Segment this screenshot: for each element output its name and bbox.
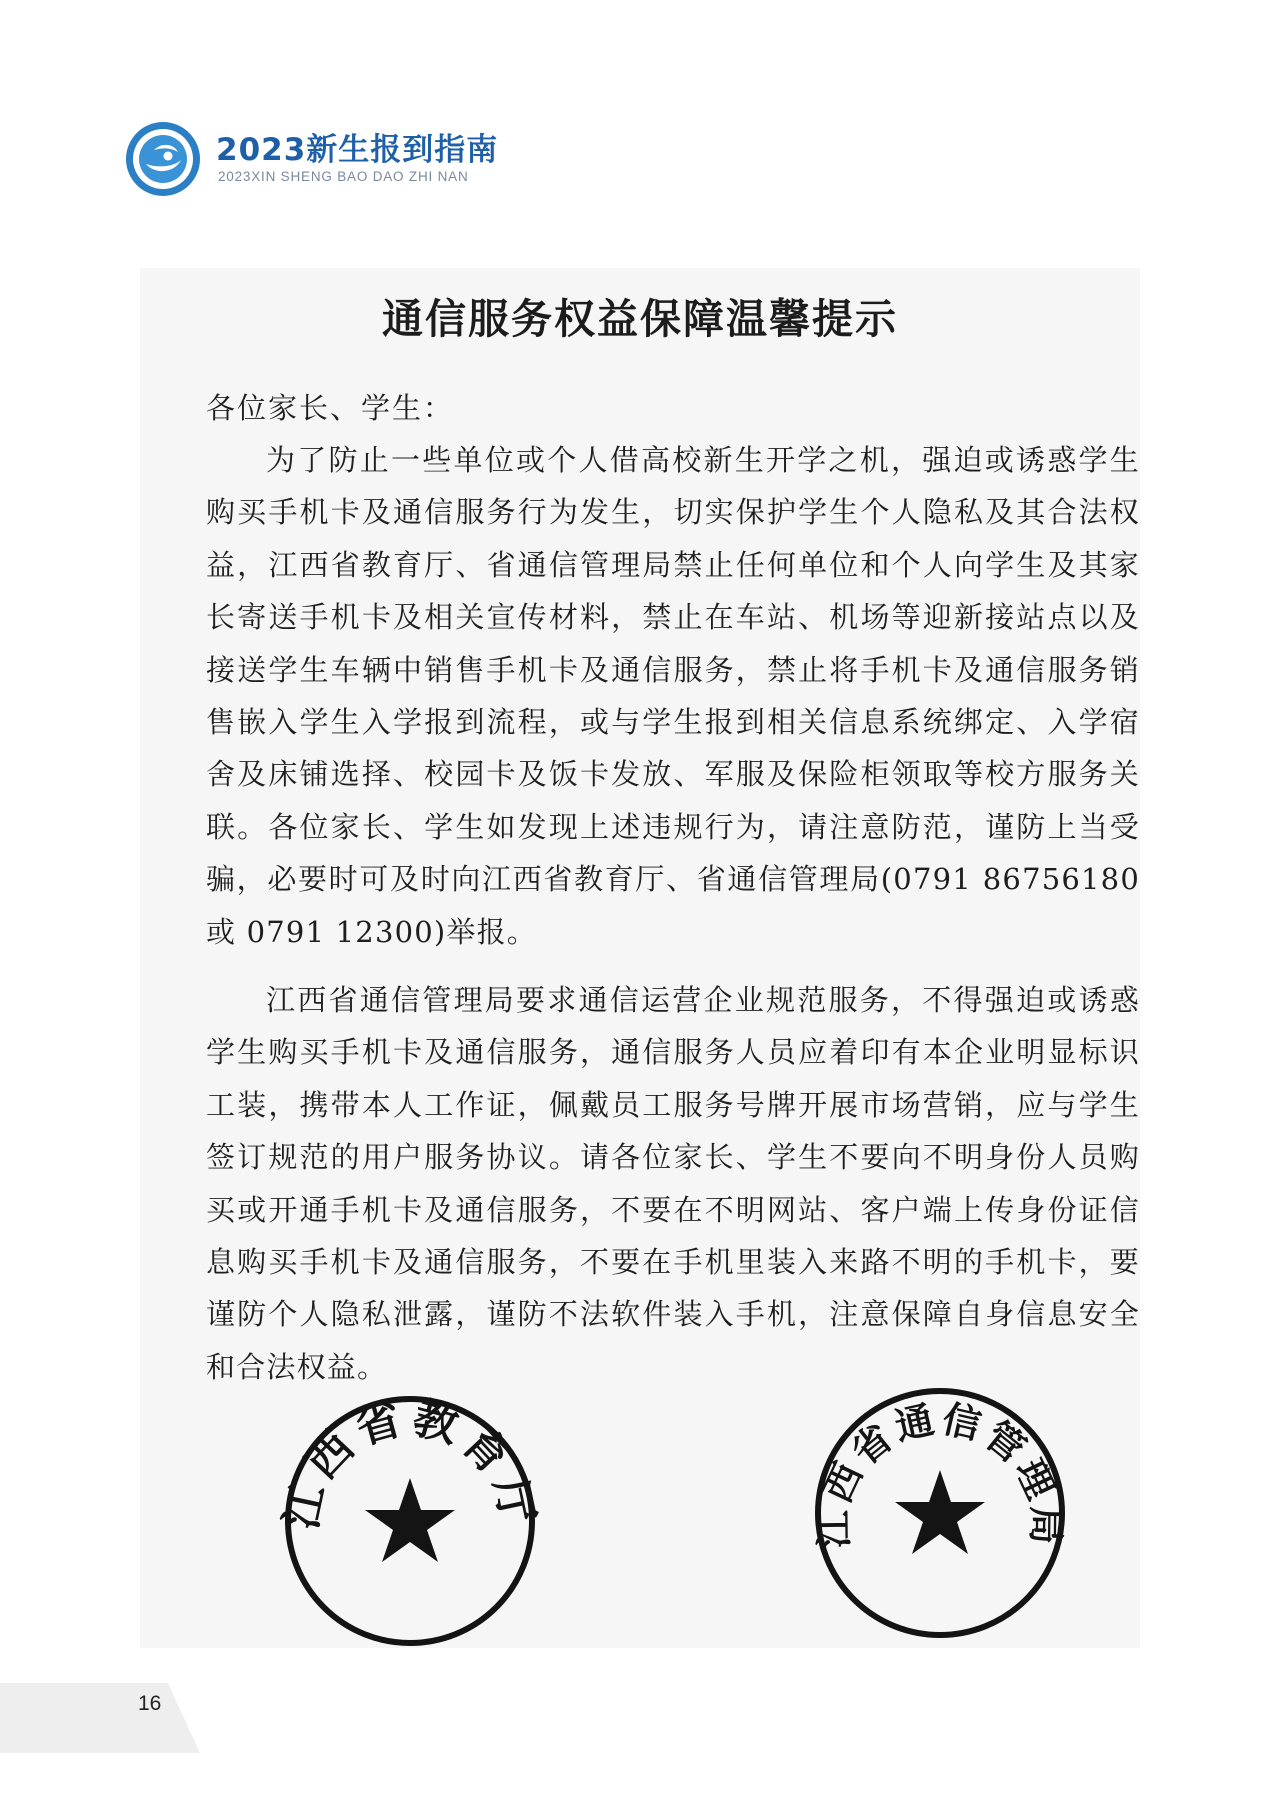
guide-title: 2023新生报到指南 — [216, 132, 499, 168]
page-number: 16 — [138, 1692, 162, 1715]
guide-header — [124, 118, 584, 198]
guide-subtitle: 2023XIN SHENG BAO DAO ZHI NAN — [218, 169, 469, 184]
notice-document — [140, 268, 1140, 1648]
notice-title: 通信服务权益保障温馨提示 — [382, 295, 898, 343]
brand-logo-icon — [124, 120, 202, 198]
telecom-administration-seal-icon — [805, 1378, 1075, 1648]
notice-paragraph: 江西省通信管理局要求通信运营企业规范服务，不得强迫或诱惑学生购买手机卡及通信服务，通信服务人员应着印有本企业明显标识工装，携带本人工作证，佩戴员工服务号牌开展市场营销，应与学生签订规范的用户服务协议。请各位家长、学生不要向不明身份人员购买或开通手机卡及通信服务，不要在不明网站、客户端上传身份证信息购买手机卡及通信服务，不要在手机里装入来路不明的手机卡，要谨防个人隐私泄露，谨防不法软件装入手机，注意保障自身信息安全和合法权益。 — [206, 983, 1140, 1384]
seal-text: 江西省教育厅 — [275, 1392, 545, 1534]
notice-paragraph: 为了防止一些单位或个人借高校新生开学之机，强迫或诱惑学生购买手机卡及通信服务行为发生，切实保护学生个人隐私及其合法权益，江西省教育厅、省通信管理局禁止任何单位和个人向学生及其家长寄送手机卡及相关宣传材料，禁止在车站、机场等迎新接站点以及接送学生车辆中销售手机卡及通信服务，禁止将手机卡及通信服务销售嵌入学生入学报到流程，或与学生报到相关信息系统绑定、入学宿舍及床铺选择、校园卡及饭卡发放、军服及保险柜领取等校方服务关联。各位家长、学生如发现上述违规行为，请注意防范，谨防上当受骗，必要时可及时向江西省教育厅、省通信管理局(0791 86756180 或 0791 12300)举报。 — [206, 443, 1140, 949]
page-footer-band — [0, 1683, 200, 1753]
notice-salutation: 各位家长、学生： — [206, 391, 455, 425]
seal-text: 江西省通信管理局 — [810, 1395, 1070, 1549]
education-department-seal-icon — [275, 1386, 545, 1656]
